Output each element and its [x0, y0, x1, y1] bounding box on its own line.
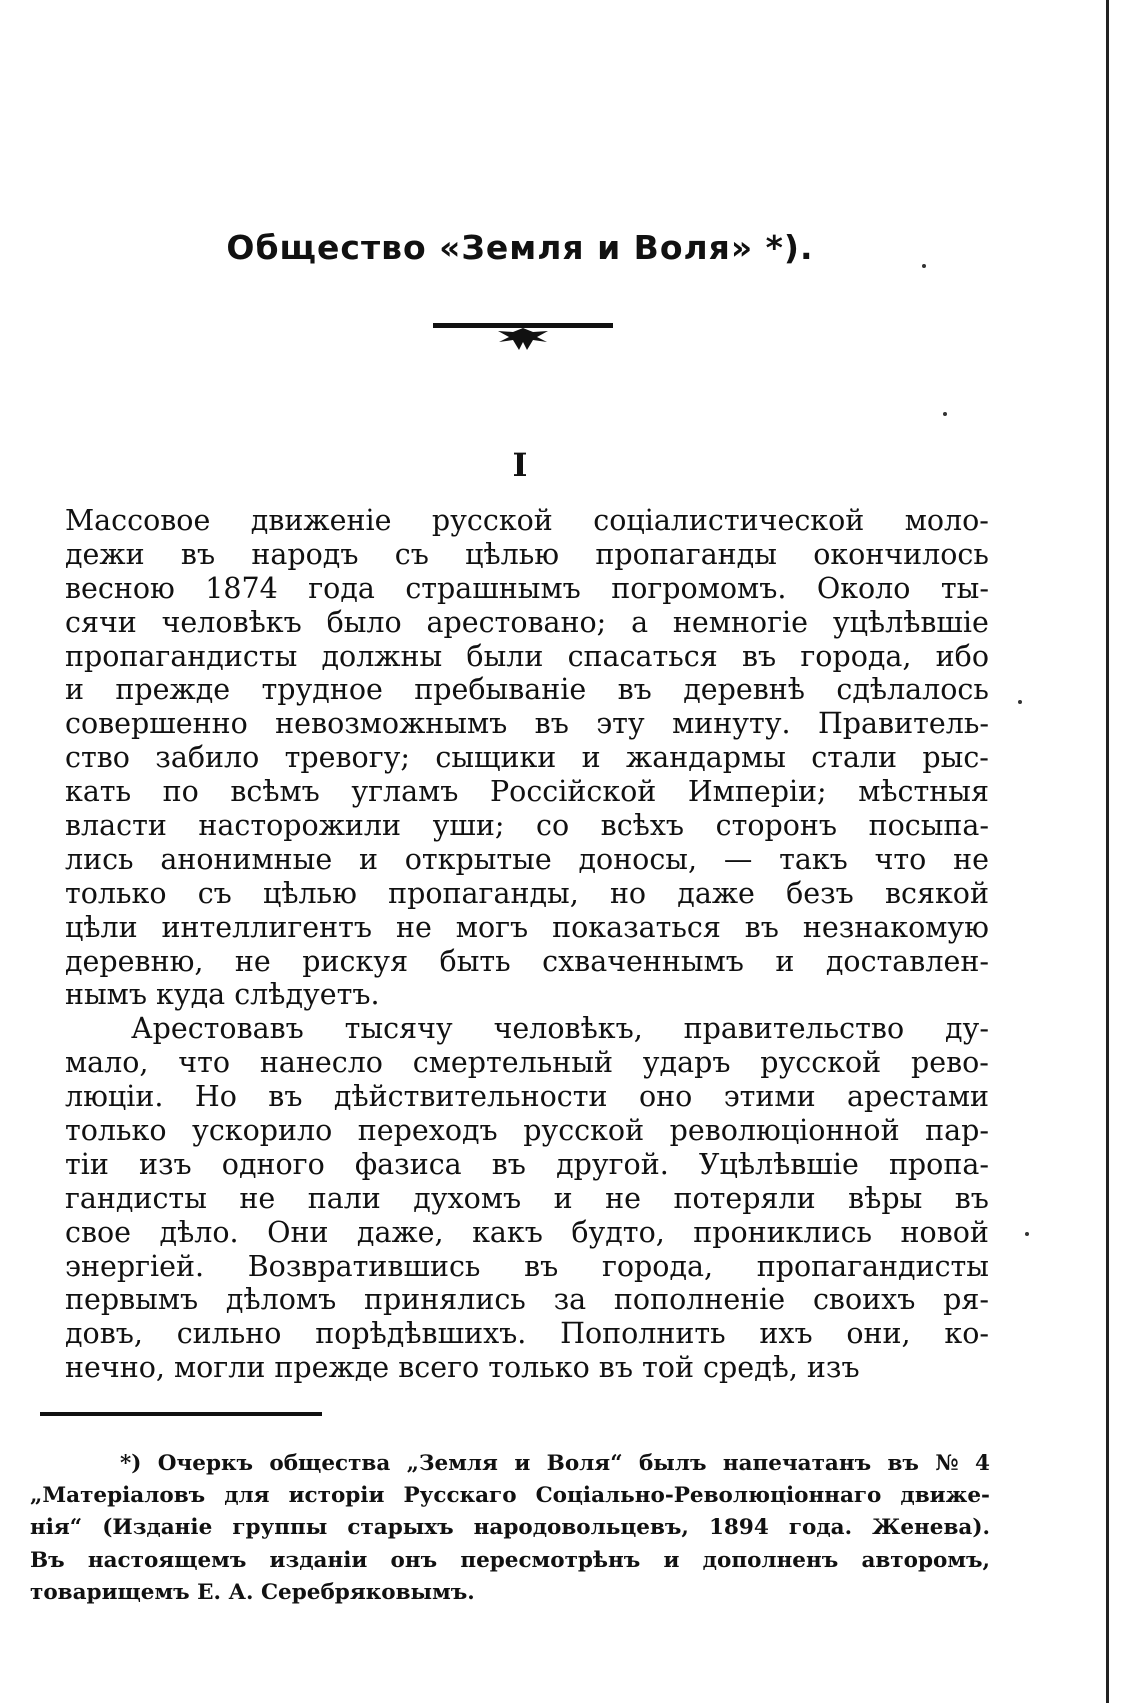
text-line: власти насторожили уши; со всѣхъ сторонъ посыпа- [65, 809, 989, 843]
text-line: мало, что нанесло смертельный ударъ русской рево- [65, 1046, 989, 1080]
footnote-line: нiя“ (Изданiе группы старыхъ народовольцевъ, 1894 года. Женева). [30, 1515, 990, 1541]
text-line: Арестовавъ тысячу человѣкъ, правительство ду- [131, 1012, 989, 1046]
text-line: только ускорило переходъ русской революцiонной пар- [65, 1114, 989, 1148]
section-number: I [512, 446, 528, 484]
text-line: свое дѣло. Они даже, какъ будто, прониклись новой [65, 1215, 989, 1249]
chapter-title: Общество «Земля и Воля» *). [226, 228, 814, 267]
text-line: сячи человѣкъ было арестовано; а немногiе уцѣлѣвшiе [65, 605, 989, 639]
text-line: кать по всѣмъ угламъ Россiйской Имперiи; мѣстныя [65, 775, 989, 809]
main-text [65, 504, 989, 1385]
text-line: деревню, не рискуя быть схваченнымъ и доставлен- [65, 944, 989, 978]
footnote-line: *) Очеркъ общества „Земля и Воля“ былъ напечатанъ въ № 4 [120, 1451, 990, 1476]
text-line: энергiей. Возвратившись въ города, пропагандисты [65, 1249, 989, 1283]
text-line: лись анонимные и открытые доносы, — такъ что не [65, 842, 989, 876]
text-line: дежи въ народъ съ цѣлью пропаганды окончилось [65, 537, 989, 571]
edge-speck [1018, 700, 1022, 704]
text-line: довъ, сильно порѣдѣвшихъ. Пополнить ихъ они, ко- [65, 1317, 989, 1351]
title-ornament-icon [433, 318, 613, 364]
edge-speck [943, 412, 947, 416]
text-line: совершенно невозможнымъ въ эту минуту. Правитель- [65, 707, 989, 741]
text-line: пропагандисты должны были спасаться въ города, ибо [65, 639, 989, 673]
text-line: тiи изъ одного фазиса въ другой. Уцѣлѣвшiе пропа- [65, 1147, 989, 1181]
footnote-line: Въ настоящемъ изданiи онъ пересмотрѣнъ и дополненъ авторомъ, [30, 1547, 990, 1573]
text-line: нымъ куда слѣдуетъ. [65, 978, 380, 1012]
text-line: нечно, могли прежде всего только въ той средѣ, изъ [65, 1351, 860, 1385]
footnote [30, 1448, 990, 1609]
footnote-divider [40, 1412, 322, 1416]
text-line: ство забило тревогу; сыщики и жандармы стали рыс- [65, 741, 989, 775]
text-line: цѣли интеллигентъ не могъ показаться въ незнакомую [65, 910, 989, 944]
text-line: люцiи. Но въ дѣйствительности оно этими арестами [65, 1080, 989, 1114]
text-line: и прежде трудное пребыванiе въ деревнѣ сдѣлалось [65, 673, 989, 707]
text-line: Массовое движенiе русской соцiалистической моло- [65, 504, 989, 537]
edge-speck [1025, 1232, 1029, 1236]
text-line: весною 1874 года страшнымъ погромомъ. Около ты- [65, 571, 989, 605]
text-line: гандисты не пали духомъ и не потеряли вѣры въ [65, 1181, 989, 1215]
page-edge-line [1106, 0, 1109, 1703]
text-line: первымъ дѣломъ принялись за пополненiе своихъ ря- [65, 1283, 989, 1317]
footnote-line: „Матерiаловъ для исторiи Русскаго Соцiально-Революцiоннаго движе- [30, 1483, 990, 1509]
text-line: только съ цѣлью пропаганды, но даже безъ всякой [65, 876, 989, 910]
footnote-line: товарищемъ Е. А. Серебряковымъ. [30, 1579, 475, 1605]
